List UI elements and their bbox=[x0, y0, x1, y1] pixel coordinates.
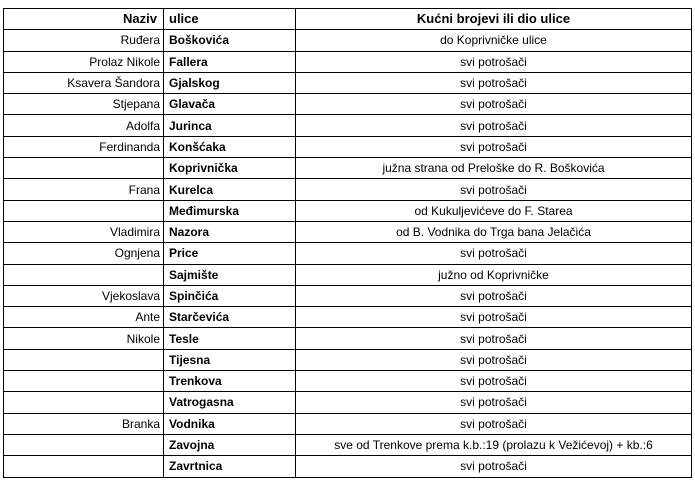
street-name-cell: Tesle bbox=[164, 328, 296, 349]
table-row bbox=[4, 413, 692, 434]
header-row bbox=[4, 9, 692, 30]
first-name-cell bbox=[4, 349, 164, 370]
table-row bbox=[4, 371, 692, 392]
house-numbers-cell: do Koprivničke ulice bbox=[296, 30, 692, 51]
street-name-cell: Gjalskog bbox=[164, 72, 296, 93]
house-numbers-cell: svi potrošači bbox=[296, 413, 692, 434]
first-name-cell: Ante bbox=[4, 307, 164, 328]
street-name-cell: Tijesna bbox=[164, 349, 296, 370]
table-row bbox=[4, 51, 692, 72]
street-name-cell: Konšćaka bbox=[164, 136, 296, 157]
street-name-cell: Vodnika bbox=[164, 413, 296, 434]
street-name-cell: Glavača bbox=[164, 94, 296, 115]
house-numbers-cell: svi potrošači bbox=[296, 328, 692, 349]
house-numbers-cell: svi potrošači bbox=[296, 456, 692, 477]
table-row bbox=[4, 179, 692, 200]
table-row bbox=[4, 115, 692, 136]
table-row bbox=[4, 72, 692, 93]
street-name-cell: Spinčića bbox=[164, 285, 296, 306]
first-name-cell: Branka bbox=[4, 413, 164, 434]
house-numbers-cell: svi potrošači bbox=[296, 179, 692, 200]
first-name-cell: Stjepana bbox=[4, 94, 164, 115]
house-numbers-cell: svi potrošači bbox=[296, 72, 692, 93]
street-name-cell: Fallera bbox=[164, 51, 296, 72]
table-row bbox=[4, 392, 692, 413]
street-name-cell: Zavrtnica bbox=[164, 456, 296, 477]
header-kucni-brojevi: Kućni brojevi ili dio ulice bbox=[296, 9, 692, 30]
house-numbers-cell: svi potrošači bbox=[296, 371, 692, 392]
first-name-cell: Vladimira bbox=[4, 221, 164, 242]
house-numbers-cell: svi potrošači bbox=[296, 307, 692, 328]
first-name-cell: Prolaz Nikole bbox=[4, 51, 164, 72]
first-name-cell bbox=[4, 456, 164, 477]
first-name-cell: Vjekoslava bbox=[4, 285, 164, 306]
table-row bbox=[4, 136, 692, 157]
first-name-cell bbox=[4, 392, 164, 413]
first-name-cell bbox=[4, 264, 164, 285]
first-name-cell: Ksavera Šandora bbox=[4, 72, 164, 93]
header-ulice: ulice bbox=[164, 9, 296, 30]
first-name-cell: Ruđera bbox=[4, 30, 164, 51]
table-row bbox=[4, 200, 692, 221]
street-table bbox=[3, 8, 692, 478]
street-name-cell: Trenkova bbox=[164, 371, 296, 392]
first-name-cell bbox=[4, 434, 164, 455]
first-name-cell bbox=[4, 200, 164, 221]
street-name-cell: Međimurska bbox=[164, 200, 296, 221]
first-name-cell: Adolfa bbox=[4, 115, 164, 136]
house-numbers-cell: od Kukuljevićeve do F. Starea bbox=[296, 200, 692, 221]
table-row bbox=[4, 285, 692, 306]
header-naziv: Naziv bbox=[4, 9, 164, 30]
table-row bbox=[4, 328, 692, 349]
table-row bbox=[4, 158, 692, 179]
table-row bbox=[4, 243, 692, 264]
street-name-cell: Koprivnička bbox=[164, 158, 296, 179]
house-numbers-cell: svi potrošači bbox=[296, 392, 692, 413]
first-name-cell: Ferdinanda bbox=[4, 136, 164, 157]
first-name-cell: Frana bbox=[4, 179, 164, 200]
street-name-cell: Boškovića bbox=[164, 30, 296, 51]
house-numbers-cell: svi potrošači bbox=[296, 243, 692, 264]
street-name-cell: Price bbox=[164, 243, 296, 264]
street-name-cell: Zavojna bbox=[164, 434, 296, 455]
street-name-cell: Jurinca bbox=[164, 115, 296, 136]
house-numbers-cell: svi potrošači bbox=[296, 94, 692, 115]
table-row bbox=[4, 307, 692, 328]
street-name-cell: Kurelca bbox=[164, 179, 296, 200]
table-row bbox=[4, 94, 692, 115]
first-name-cell: Nikole bbox=[4, 328, 164, 349]
first-name-cell: Ognjena bbox=[4, 243, 164, 264]
street-name-cell: Sajmište bbox=[164, 264, 296, 285]
house-numbers-cell: od B. Vodnika do Trga bana Jelačića bbox=[296, 221, 692, 242]
house-numbers-cell: južno od Koprivničke bbox=[296, 264, 692, 285]
house-numbers-cell: sve od Trenkove prema k.b.:19 (prolazu k Vežićevoj) + kb.:6 bbox=[296, 434, 692, 455]
house-numbers-cell: svi potrošači bbox=[296, 115, 692, 136]
street-name-cell: Nazora bbox=[164, 221, 296, 242]
first-name-cell bbox=[4, 158, 164, 179]
street-name-cell: Vatrogasna bbox=[164, 392, 296, 413]
house-numbers-cell: svi potrošači bbox=[296, 349, 692, 370]
table-row bbox=[4, 349, 692, 370]
first-name-cell bbox=[4, 371, 164, 392]
table-row bbox=[4, 434, 692, 455]
house-numbers-cell: svi potrošači bbox=[296, 136, 692, 157]
house-numbers-cell: svi potrošači bbox=[296, 285, 692, 306]
street-name-cell: Starčevića bbox=[164, 307, 296, 328]
table-row bbox=[4, 264, 692, 285]
table-row bbox=[4, 30, 692, 51]
table-row bbox=[4, 456, 692, 477]
table-body bbox=[4, 30, 692, 477]
house-numbers-cell: svi potrošači bbox=[296, 51, 692, 72]
house-numbers-cell: južna strana od Preloške do R. Boškovića bbox=[296, 158, 692, 179]
table-row bbox=[4, 221, 692, 242]
